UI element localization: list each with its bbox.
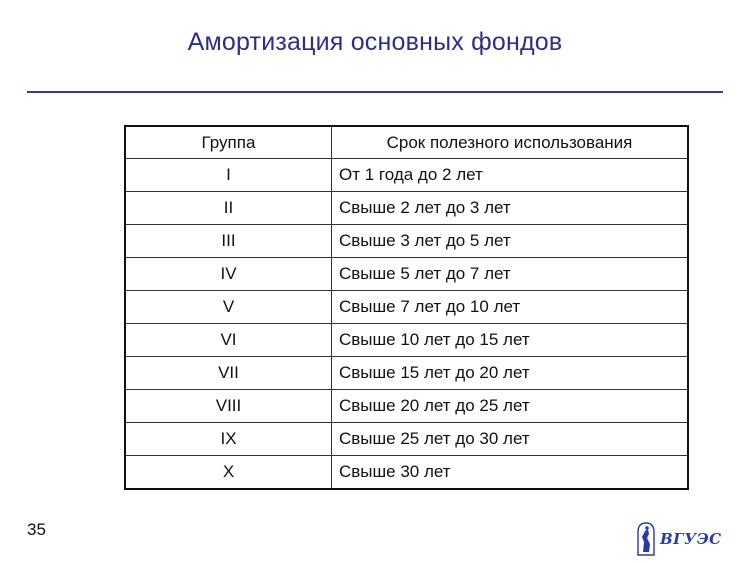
- table-header-row: [125, 126, 688, 159]
- table-row: [125, 291, 688, 324]
- group-cell: IV: [125, 258, 332, 291]
- group-cell: III: [125, 225, 332, 258]
- table-row: [125, 225, 688, 258]
- group-cell: X: [125, 456, 332, 490]
- column-header-group: Группа: [125, 126, 332, 159]
- group-cell: VI: [125, 324, 332, 357]
- useful-life-cell: Свыше 25 лет до 30 лет: [332, 423, 689, 456]
- group-cell: V: [125, 291, 332, 324]
- group-cell: VII: [125, 357, 332, 390]
- depreciation-groups-table: [124, 125, 689, 490]
- group-cell: VIII: [125, 390, 332, 423]
- table-row: [125, 192, 688, 225]
- table-row: [125, 390, 688, 423]
- table-row: [125, 159, 688, 192]
- table-row: [125, 423, 688, 456]
- slide-title: Амортизация основных фондов: [187, 28, 563, 56]
- university-logo: [636, 521, 726, 557]
- useful-life-cell: Свыше 10 лет до 15 лет: [332, 324, 689, 357]
- useful-life-cell: Свыше 30 лет: [332, 456, 689, 490]
- useful-life-cell: Свыше 3 лет до 5 лет: [332, 225, 689, 258]
- useful-life-cell: Свыше 5 лет до 7 лет: [332, 258, 689, 291]
- group-cell: I: [125, 159, 332, 192]
- title-divider: [27, 91, 723, 93]
- useful-life-cell: Свыше 15 лет до 20 лет: [332, 357, 689, 390]
- useful-life-cell: От 1 года до 2 лет: [332, 159, 689, 192]
- column-header-useful-life: Срок полезного использования: [332, 126, 689, 159]
- university-logo-text: ВГУЭС: [660, 530, 722, 548]
- useful-life-cell: Свыше 2 лет до 3 лет: [332, 192, 689, 225]
- group-cell: IX: [125, 423, 332, 456]
- table-row: [125, 456, 688, 490]
- slide-page-number: 35: [27, 520, 46, 539]
- depreciation-groups-table-container: [124, 125, 689, 490]
- useful-life-cell: Свыше 7 лет до 10 лет: [332, 291, 689, 324]
- table-row: [125, 324, 688, 357]
- table-row: [125, 258, 688, 291]
- useful-life-cell: Свыше 20 лет до 25 лет: [332, 390, 689, 423]
- university-emblem-icon: [636, 522, 656, 556]
- table-row: [125, 357, 688, 390]
- group-cell: II: [125, 192, 332, 225]
